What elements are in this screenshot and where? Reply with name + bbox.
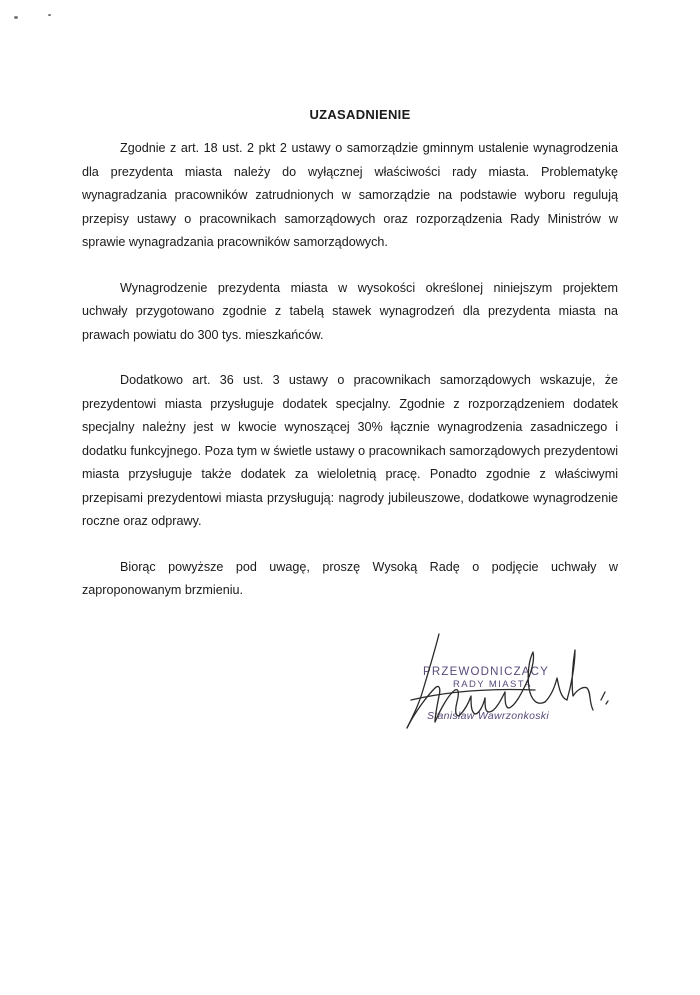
scan-speck (14, 16, 18, 19)
paragraph-3: Dodatkowo art. 36 ust. 3 ustawy o pracownikach samorządowych wskazuje, że prezydentowi miasta przysługuje dodatek specjalny. Zgodnie z rozporządzeniem dodatek specjalny należny jest w kwocie wynoszącej 30% łącznie wynagrodzenia zasadniczego i dodatku funkcyjnego. Poza tym w świetle ustawy o pracownikach samorządowych prezydentowi miasta przysługuje także dodatek za wieloletnią pracę. Ponadto zgodnie z właściwymi przepisami prezydentowi miasta przysługują: nagrody jubileuszowe, dodatkowe wynagrodzenie roczne oraz odprawy. (82, 373, 618, 528)
scan-speck (48, 14, 51, 16)
paragraph-1: Zgodnie z art. 18 ust. 2 pkt 2 ustawy o samorządzie gminnym ustalenie wynagrodzenia dla prezydenta miasta należy do wyłącznej właściwości rady miasta. Problematykę wynagradzania pracowników zatrudnionych w samorządzie na podstawie wyboru regulują przepisy ustawy o pracownikach samorządowych oraz rozporządzenia Rady Ministrów w sprawie wynagradzania pracowników samorządowych. (82, 141, 618, 249)
stamp-title: PRZEWODNICZĄCY (423, 666, 550, 678)
document-body (82, 137, 618, 625)
document-title: UZASADNIENIE (309, 107, 411, 122)
paragraph-2: Wynagrodzenie prezydenta miasta w wysokości określonej niniejszym projektem uchwały przygotowano zgodnie z tabelą stawek wynagrodzeń dla prezydenta miasta na prawach powiatu do 300 tys. mieszkańców. (82, 280, 618, 342)
signature-stamp (405, 630, 615, 750)
stamp-council: RADY MIASTA (453, 679, 532, 690)
paragraph-4: Biorąc powyższe pod uwagę, proszę Wysoką Radę o podjęcie uchwały w zaproponowanym brzmieniu. (82, 559, 618, 597)
handwritten-signature (405, 630, 615, 750)
stamp-name: Stanisław Wawrzonkoski (427, 710, 549, 722)
